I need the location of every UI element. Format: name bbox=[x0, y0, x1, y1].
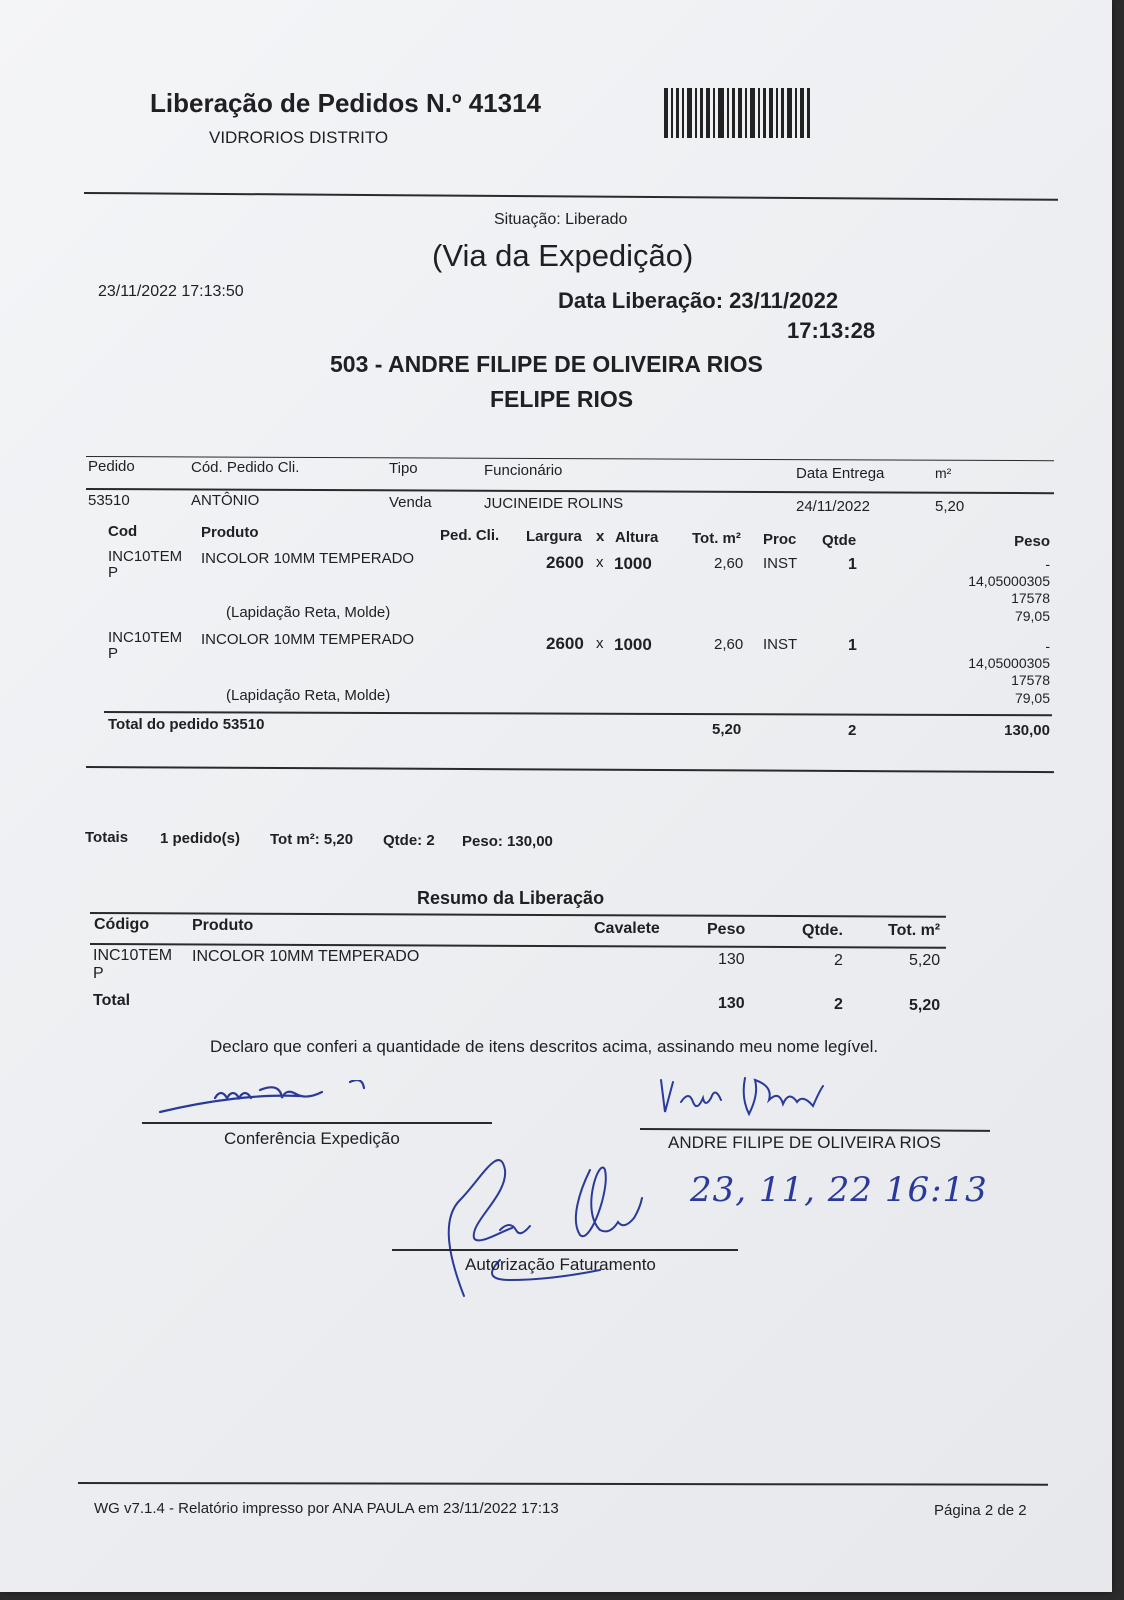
item-altura: 1000 bbox=[614, 554, 652, 573]
order-tipo: Venda bbox=[389, 494, 432, 511]
items-col-proc: Proc bbox=[763, 531, 797, 548]
items-col-ped-cli: Ped. Cli. bbox=[440, 527, 500, 544]
col-funcionario: Funcionário bbox=[484, 462, 563, 479]
order-total-m2: 5,20 bbox=[712, 721, 742, 738]
item-cod-cont: P bbox=[108, 645, 119, 662]
item-tot-m2: 2,60 bbox=[714, 555, 744, 572]
item-peso-dash: - bbox=[1045, 638, 1050, 654]
item-tot-m2: 2,60 bbox=[714, 636, 744, 653]
situacao-status: Situação: Liberado bbox=[494, 211, 628, 228]
item-proc: INST bbox=[763, 636, 798, 653]
conferencia-label: Conferência Expedição bbox=[224, 1129, 400, 1148]
company-name: VIDRORIOS DISTRITO bbox=[209, 128, 389, 147]
item-altura: 1000 bbox=[614, 635, 652, 654]
item-qtde: 1 bbox=[848, 556, 857, 573]
col-cod-pedido-cli: Cód. Pedido Cli. bbox=[191, 459, 300, 476]
printed-datetime: 23/11/2022 17:13:50 bbox=[98, 283, 244, 300]
cliente-line bbox=[640, 1128, 990, 1132]
data-liberacao-time: 17:13:28 bbox=[787, 318, 876, 343]
signature-cliente bbox=[655, 1072, 875, 1122]
resumo-col-cavalete: Cavalete bbox=[594, 920, 660, 937]
col-tipo: Tipo bbox=[389, 460, 418, 477]
totais-peso: Peso: 130,00 bbox=[462, 833, 553, 850]
totais-tot-m2: Tot m²: 5,20 bbox=[270, 831, 354, 848]
conferencia-line bbox=[142, 1122, 492, 1124]
data-liberacao: Data Liberação: 23/11/2022 bbox=[558, 288, 839, 313]
items-col-qtde: Qtde bbox=[822, 532, 857, 549]
resumo-total-tot-m2: 5,20 bbox=[909, 997, 941, 1014]
resumo-col-qtde: Qtde. bbox=[802, 922, 843, 939]
item-cod: INC10TEM bbox=[108, 548, 183, 565]
handwritten-date: 23, 11, 22 16:13 bbox=[690, 1170, 988, 1210]
footer-page-number: Página 2 de 2 bbox=[934, 1502, 1027, 1519]
resumo-row-qtde: 2 bbox=[834, 952, 843, 969]
autorizacao-label: Autorização Faturamento bbox=[465, 1255, 656, 1274]
item-observacao: (Lapidação Reta, Molde) bbox=[226, 687, 391, 704]
item-x: x bbox=[596, 554, 604, 571]
client-name: 503 - ANDRE FILIPE DE OLIVEIRA RIOS bbox=[330, 351, 763, 377]
footer-printed-by: WG v7.1.4 - Relatório impresso por ANA PAULA em 23/11/2022 17:13 bbox=[94, 1500, 559, 1517]
items-col-cod: Cod bbox=[108, 523, 138, 540]
resumo-total-qtde: 2 bbox=[834, 996, 843, 1013]
item-peso-cont: 17578 bbox=[1011, 672, 1050, 688]
barcode bbox=[664, 88, 836, 138]
item-peso-dash: - bbox=[1045, 556, 1050, 572]
declaration-text: Declaro que conferi a quantidade de itens descritos acima, assinando meu nome legível. bbox=[210, 1037, 879, 1056]
item-produto: INCOLOR 10MM TEMPERADO bbox=[201, 631, 415, 648]
items-col-largura: Largura bbox=[526, 528, 582, 545]
resumo-title: Resumo da Liberação bbox=[417, 888, 605, 908]
order-total-label: Total do pedido 53510 bbox=[108, 716, 265, 733]
order-total-peso: 130,00 bbox=[1004, 722, 1050, 739]
resumo-col-codigo: Código bbox=[94, 916, 150, 933]
item-proc: INST bbox=[763, 555, 798, 572]
item-peso: 79,05 bbox=[1014, 608, 1050, 624]
cliente-signature-label: ANDRE FILIPE DE OLIVEIRA RIOS bbox=[668, 1133, 942, 1152]
items-col-altura: Altura bbox=[615, 529, 659, 546]
resumo-row-codigo-cont: P bbox=[93, 965, 104, 982]
resumo-row-peso: 130 bbox=[718, 951, 745, 968]
item-peso-cont: 17578 bbox=[1011, 590, 1050, 606]
client-nickname: FELIPE RIOS bbox=[490, 386, 634, 412]
order-total-qtde: 2 bbox=[848, 722, 857, 739]
totais-qtde: Qtde: 2 bbox=[383, 832, 435, 849]
totais-pedidos: 1 pedido(s) bbox=[160, 830, 241, 847]
document-title: Liberação de Pedidos N.º 41314 bbox=[150, 88, 541, 118]
header-divider bbox=[84, 192, 1058, 201]
order-funcionario: JUCINEIDE ROLINS bbox=[484, 495, 624, 512]
item-x: x bbox=[596, 635, 604, 652]
item-qtde: 1 bbox=[848, 637, 857, 654]
totais-label: Totais bbox=[85, 829, 129, 846]
autorizacao-line bbox=[392, 1249, 738, 1251]
item-produto: INCOLOR 10MM TEMPERADO bbox=[201, 550, 415, 567]
item-largura: 2600 bbox=[546, 553, 584, 572]
signature-autorizacao bbox=[430, 1150, 670, 1300]
item-cod-cont: P bbox=[108, 564, 119, 581]
col-pedido: Pedido bbox=[88, 458, 135, 475]
signature-conferencia bbox=[150, 1080, 410, 1120]
resumo-col-tot-m2: Tot. m² bbox=[888, 922, 941, 939]
resumo-row-codigo: INC10TEM bbox=[93, 947, 173, 964]
col-data-entrega: Data Entrega bbox=[796, 465, 885, 482]
order-cod-cli: ANTÔNIO bbox=[191, 492, 260, 509]
via-label: (Via da Expedição) bbox=[432, 238, 694, 273]
items-col-produto: Produto bbox=[201, 524, 259, 541]
item-peso-unit: 14,05000305 bbox=[968, 655, 1050, 671]
item-peso-unit: 14,05000305 bbox=[968, 573, 1050, 589]
col-m2: m² bbox=[935, 465, 952, 481]
item-cod: INC10TEM bbox=[108, 629, 183, 646]
order-section-bottom-line bbox=[86, 766, 1054, 773]
resumo-col-peso: Peso bbox=[707, 921, 746, 938]
order-m2: 5,20 bbox=[935, 498, 965, 515]
footer-line bbox=[78, 1482, 1048, 1486]
resumo-col-produto: Produto bbox=[192, 917, 254, 934]
order-pedido: 53510 bbox=[88, 492, 130, 509]
resumo-row-tot-m2: 5,20 bbox=[909, 952, 941, 969]
items-col-peso: Peso bbox=[1014, 533, 1050, 550]
resumo-total-label: Total bbox=[93, 992, 131, 1009]
resumo-row-produto: INCOLOR 10MM TEMPERADO bbox=[192, 948, 420, 965]
items-col-tot-m2: Tot. m² bbox=[692, 530, 741, 547]
resumo-total-peso: 130 bbox=[718, 995, 745, 1012]
item-peso: 79,05 bbox=[1014, 690, 1050, 706]
item-largura: 2600 bbox=[546, 634, 584, 653]
item-observacao: (Lapidação Reta, Molde) bbox=[226, 604, 391, 621]
items-col-x: x bbox=[596, 528, 605, 545]
order-data-entrega: 24/11/2022 bbox=[796, 498, 870, 515]
